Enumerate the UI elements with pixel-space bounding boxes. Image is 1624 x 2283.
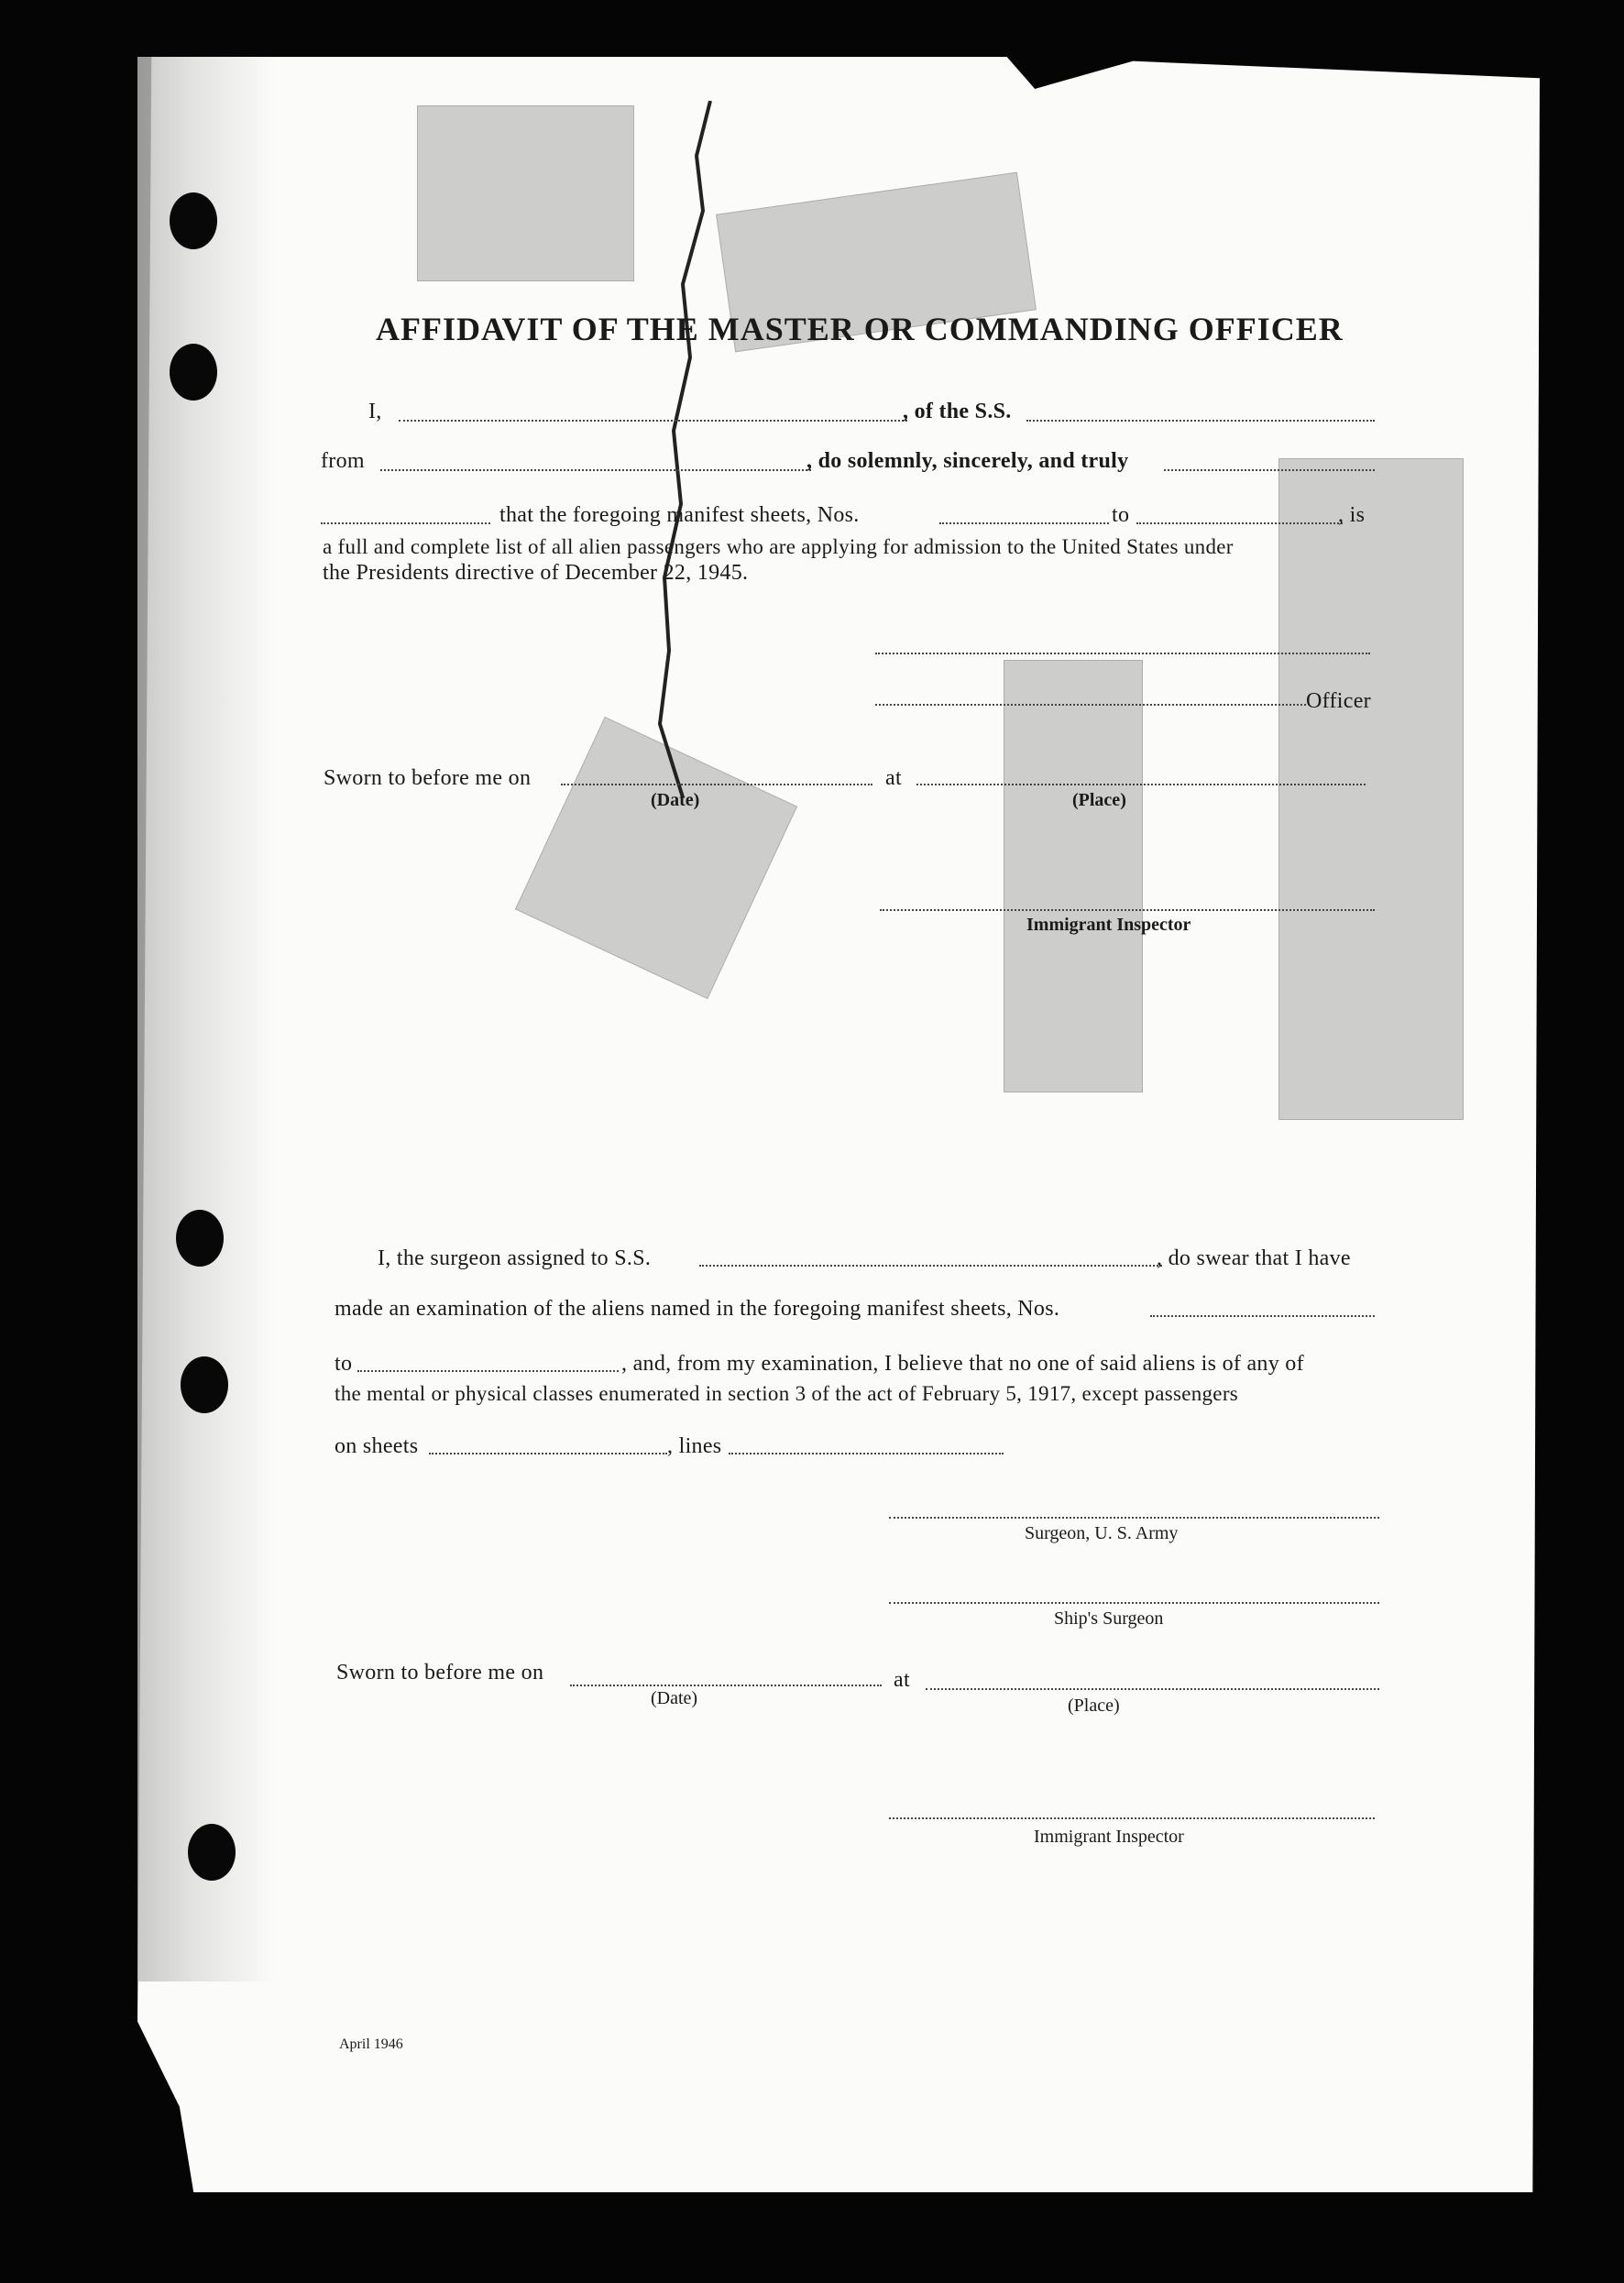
surgeon-line5-a: on sheets — [335, 1434, 419, 1458]
surgeon-place-caption: (Place) — [1068, 1696, 1120, 1716]
master-line2-from: from — [321, 449, 365, 473]
army-surgeon-label: Surgeon, U. S. Army — [1025, 1523, 1179, 1543]
ships-surgeon-label: Ship's Surgeon — [1054, 1608, 1164, 1629]
surgeon-lines-field[interactable] — [729, 1453, 1004, 1454]
master-inspector-line[interactable] — [880, 909, 1375, 911]
surgeon-nos-from-field[interactable] — [1150, 1315, 1375, 1317]
surgeon-sworn-text: Sworn to before me on — [336, 1661, 544, 1685]
master-name-field[interactable] — [399, 420, 907, 422]
master-place-caption: (Place) — [1072, 790, 1126, 810]
officer-label: Officer — [1306, 689, 1371, 713]
surgeon-line1-b: , do swear that I have — [1157, 1246, 1351, 1270]
binder-hole — [188, 1824, 236, 1881]
binder-hole — [170, 192, 217, 249]
ships-surgeon-signature-line[interactable] — [889, 1602, 1379, 1604]
master-inspector-label: Immigrant Inspector — [1026, 915, 1191, 935]
army-surgeon-signature-line[interactable] — [889, 1517, 1379, 1519]
form-date-footer: April 1946 — [339, 2036, 403, 2052]
tape-right — [1278, 458, 1464, 1120]
binder-hole — [176, 1210, 224, 1267]
form-title: AFFIDAVIT OF THE MASTER OR COMMANDING OFFICER — [376, 311, 1344, 347]
master-signature-line-2[interactable] — [875, 704, 1306, 706]
surgeon-line5-b: , lines — [667, 1434, 722, 1458]
master-line5: the Presidents directive of December 22, 1945. — [323, 561, 749, 585]
master-line1-i: I, — [368, 400, 382, 423]
page-edge-shade — [137, 57, 275, 1981]
page-tear — [646, 101, 729, 797]
surgeon-inspector-line[interactable] — [889, 1817, 1375, 1819]
master-line3-to: to — [1112, 503, 1130, 527]
surgeon-line1-a: I, the surgeon assigned to S.S. — [378, 1246, 652, 1270]
tape-top-left — [417, 105, 634, 281]
master-line2-solemnly: , do solemnly, sincerely, and truly — [807, 449, 1129, 473]
master-at: at — [885, 766, 902, 790]
surgeon-line2: made an examination of the aliens named in the foregoing manifest sheets, Nos. — [335, 1297, 1060, 1321]
master-from-field[interactable] — [380, 469, 811, 471]
master-ship-field[interactable] — [1026, 420, 1375, 422]
master-date-caption: (Date) — [651, 790, 700, 810]
master-sworn-text: Sworn to before me on — [324, 766, 532, 790]
master-nos-from-field[interactable] — [939, 522, 1109, 524]
surgeon-nos-to-field[interactable] — [357, 1370, 619, 1372]
master-oath-field[interactable] — [1164, 469, 1375, 471]
document-page — [137, 57, 1540, 2192]
binder-hole — [181, 1356, 228, 1413]
binder-hole — [170, 344, 217, 401]
surgeon-sworn-date-field[interactable] — [570, 1685, 882, 1686]
master-signature-line-1[interactable] — [875, 653, 1370, 654]
master-line1-of-ss: , of the S.S. — [903, 400, 1012, 423]
surgeon-line3-to: to — [335, 1352, 353, 1376]
surgeon-ship-field[interactable] — [699, 1265, 1162, 1267]
surgeon-line3-b: , and, from my examination, I believe that no one of said aliens is of any of — [621, 1352, 1304, 1376]
master-sworn-date-field[interactable] — [561, 784, 872, 785]
surgeon-line4: the mental or physical classes enumerated in section 3 of the act of February 5, 1917, except passengers — [335, 1382, 1239, 1405]
master-line3-that: that the foregoing manifest sheets, Nos. — [499, 503, 860, 527]
tape-center-strip — [1004, 660, 1143, 1092]
master-sworn-place-field[interactable] — [916, 784, 1366, 785]
master-nos-to-field[interactable] — [1136, 522, 1343, 524]
surgeon-at: at — [894, 1668, 910, 1692]
master-line3-is: , is — [1338, 503, 1366, 527]
surgeon-sheets-field[interactable] — [429, 1453, 667, 1454]
surgeon-inspector-label: Immigrant Inspector — [1034, 1827, 1184, 1847]
surgeon-sworn-place-field[interactable] — [926, 1688, 1379, 1690]
master-attest-field[interactable] — [321, 522, 490, 524]
master-line4: a full and complete list of all alien passengers who are applying for admission to the United States under — [323, 535, 1234, 558]
surgeon-date-caption: (Date) — [651, 1688, 698, 1708]
